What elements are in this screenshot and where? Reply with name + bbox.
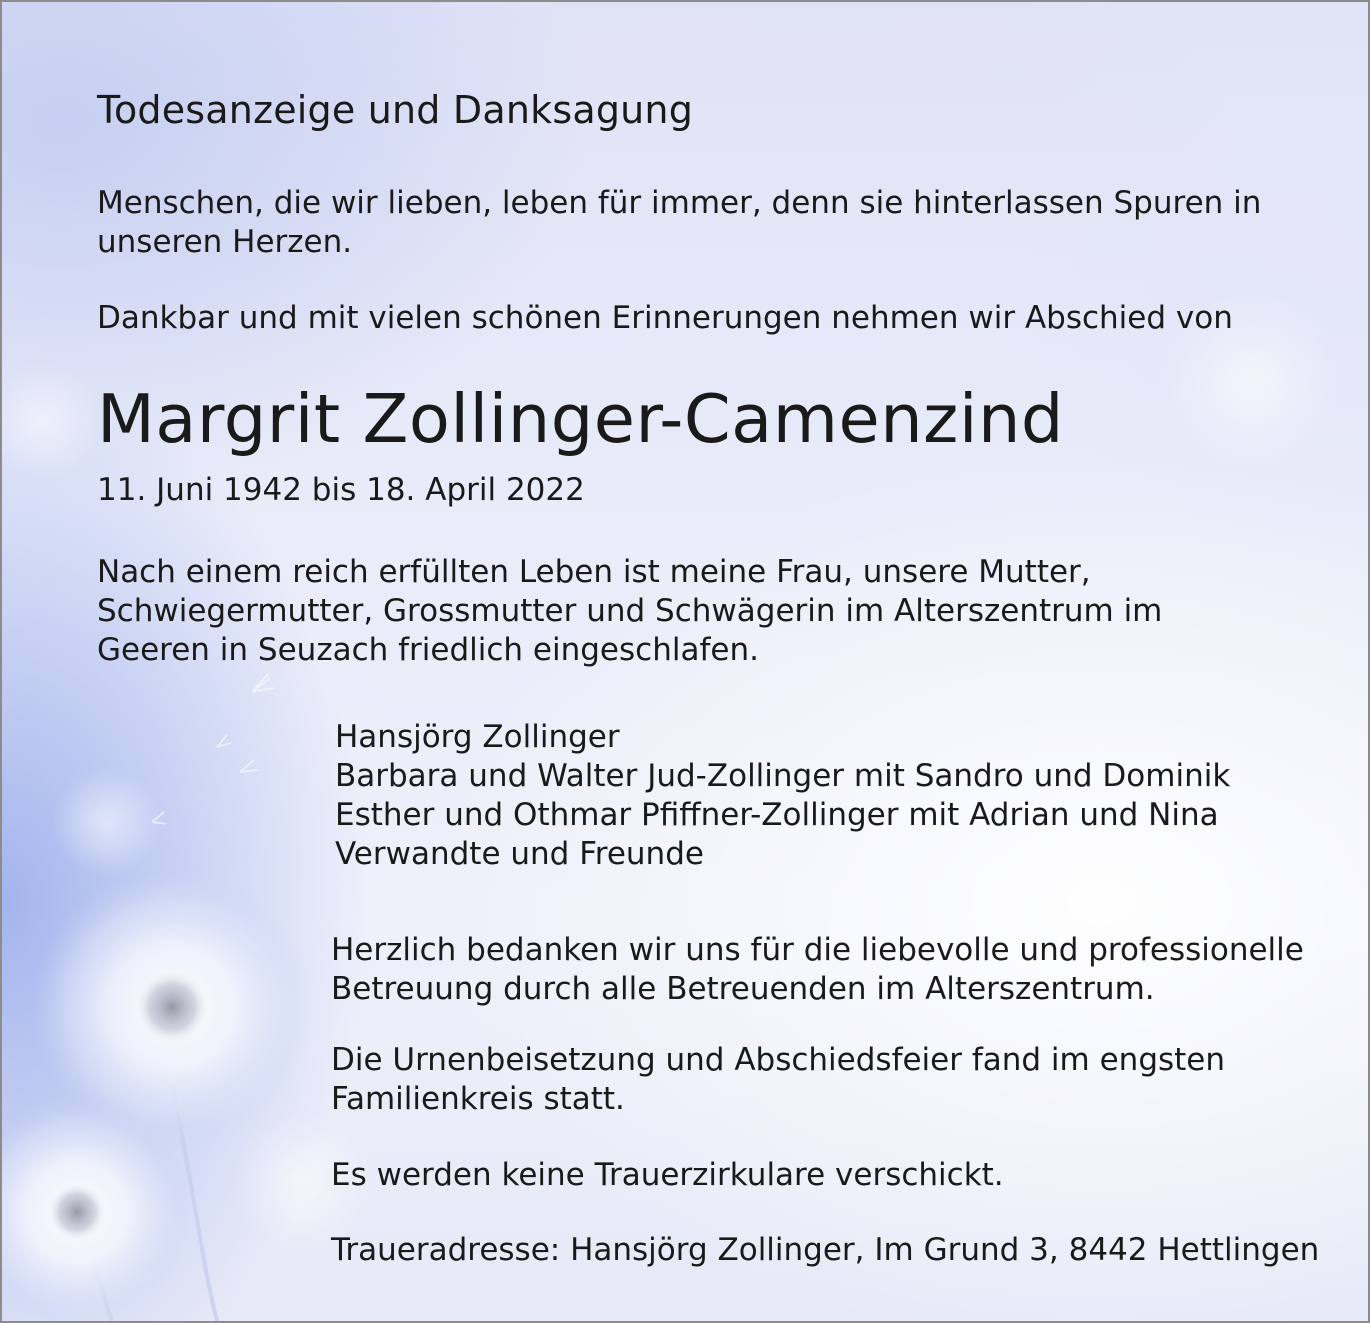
no-circulars-note: Es werden keine Trauerzirkulare verschickt. xyxy=(331,1157,1004,1193)
quote-line: Menschen, die wir lieben, leben für immer, denn sie hinterlassen Spuren in xyxy=(97,185,1262,221)
mourner-item: Barbara und Walter Jud-Zollinger mit Sandro und Dominik xyxy=(335,758,1231,794)
mourner-item: Hansjörg Zollinger xyxy=(335,719,620,755)
farewell-intro: Dankbar und mit vielen schönen Erinnerungen nehmen wir Abschied von xyxy=(97,300,1233,336)
quote-line: unseren Herzen. xyxy=(97,224,353,260)
thanks-paragraph xyxy=(331,931,1304,1009)
life-dates: 11. Juni 1942 bis 18. April 2022 xyxy=(97,472,585,508)
mourner-item: Verwandte und Freunde xyxy=(335,836,704,872)
death-announcement xyxy=(97,553,1162,670)
burial-line: Familienkreis statt. xyxy=(331,1081,625,1117)
deceased-name: Margrit Zollinger-Camenzind xyxy=(97,380,1064,458)
thanks-line: Herzlich bedanken wir uns für die liebevolle und professionelle xyxy=(331,932,1304,968)
thanks-line: Betreuung durch alle Betreuenden im Alterszentrum. xyxy=(331,971,1155,1007)
burial-line: Die Urnenbeisetzung und Abschiedsfeier fand im engsten xyxy=(331,1042,1226,1078)
announcement-line: Geeren in Seuzach friedlich eingeschlafen. xyxy=(97,632,759,668)
notice-heading: Todesanzeige und Danksagung xyxy=(97,88,694,132)
announcement-line: Schwiegermutter, Grossmutter und Schwägerin im Alterszentrum im xyxy=(97,593,1163,629)
memorial-quote xyxy=(97,184,1261,262)
burial-paragraph xyxy=(331,1041,1225,1119)
mourning-address: Traueradresse: Hansjörg Zollinger, Im Grund 3, 8442 Hettlingen xyxy=(331,1232,1320,1268)
announcement-line: Nach einem reich erfüllten Leben ist meine Frau, unsere Mutter, xyxy=(97,554,1091,590)
mourner-item: Esther und Othmar Pfiffner-Zollinger mit Adrian und Nina xyxy=(335,797,1219,833)
mourners-list xyxy=(335,718,1230,874)
